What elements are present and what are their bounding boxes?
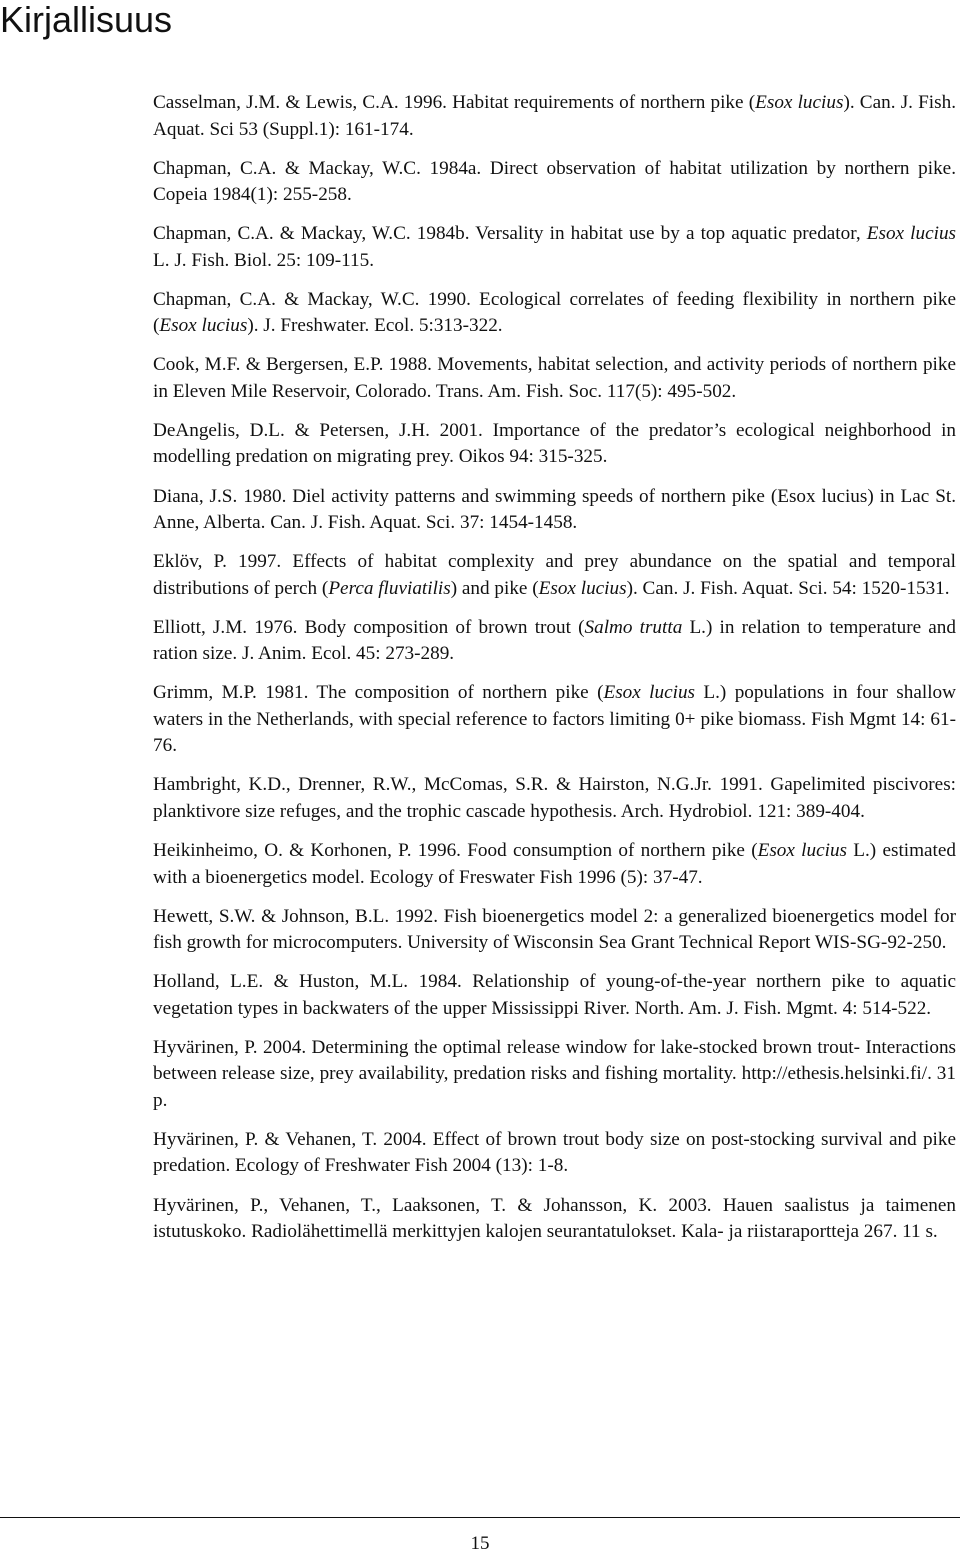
page-number: 15 [470, 1533, 490, 1554]
reference-entry [153, 484, 956, 537]
reference-text: L.) in relation to temperature and ration size. J. Anim. Ecol. 45: 273-289. [153, 616, 956, 665]
reference-entry [153, 1127, 956, 1180]
reference-entry [153, 287, 956, 340]
reference-entry [153, 352, 956, 405]
species-name: Esox lucius [603, 682, 696, 704]
reference-entry [153, 969, 956, 1022]
reference-text: Cook, M.F. & Bergersen, E.P. 1988. Movements, habitat selection, and activity periods of northern pike in Eleven Mile Reservoir, Colorado. Trans. Am. Fish. Soc. 117(5): 495-502. [153, 354, 956, 402]
reference-entry [153, 156, 956, 209]
reference-text: Chapman, C.A. & Mackay, W.C. 1984a. Direct observation of habitat utilization by northern pike. Copeia 1984(1): 255-258. [153, 157, 956, 206]
reference-text: Hyvärinen, P. & Vehanen, T. 2004. Effect of brown trout body size on post-stocking survival and pike predation. Ecology of Freshwater Fish 2004 (13): 1-8. [153, 1128, 956, 1177]
reference-entry [153, 838, 956, 891]
species-name: Esox lucius [757, 840, 848, 862]
reference-list [153, 90, 956, 1258]
reference-text: Hyvärinen, P., Vehanen, T., Laaksonen, T. & Johansson, K. 2003. Hauen saalistus ja taimenen istutuskoko. Radiolähettimellä merkittyjen kalojen seurantatulokset. Kala- ja riistaraportteja 267. 11 s. [153, 1194, 956, 1242]
reference-text: L. J. Fish. Biol. 25: 109-115. [153, 249, 375, 271]
reference-entry [153, 90, 956, 143]
reference-text: Chapman, C.A. & Mackay, W.C. 1990. Ecological correlates of feeding flexibility in northern pike ( [153, 288, 956, 337]
reference-entry [153, 904, 956, 957]
reference-text: L.) populations in four shallow waters in the Netherlands, with special reference to factors limiting 0+ pike biomass. Fish Mgmt 14: 61-76. [153, 682, 956, 757]
species-name: Esox lucius [538, 577, 627, 599]
reference-entry [153, 615, 956, 668]
species-name: Esox lucius [159, 315, 248, 337]
reference-text: Grimm, M.P. 1981. The composition of northern pike ( [153, 682, 604, 704]
reference-text: Heikinheimo, O. & Korhonen, P. 1996. Food consumption of northern pike ( [153, 840, 758, 862]
species-name: Perca fluviatilis [328, 577, 451, 599]
reference-entry [153, 1193, 956, 1246]
reference-text: Diana, J.S. 1980. Diel activity patterns and swimming speeds of northern pike (Esox lucius) in Lac St. Anne, Alberta. Can. J. Fish. Aquat. Sci. 37: 1454-1458. [153, 485, 956, 534]
reference-text: Holland, L.E. & Huston, M.L. 1984. Relationship of young-of-the-year northern pike to aquatic vegetation types in backwaters of the upper Mississippi River. North. Am. J. Fish. Mgmt. 4: 514-522. [153, 971, 956, 1019]
reference-text: Chapman, C.A. & Mackay, W.C. 1984b. Versality in habitat use by a top aquatic predator, [153, 223, 867, 245]
species-name: Esox lucius [755, 92, 844, 113]
reference-text: Hewett, S.W. & Johnson, B.L. 1992. Fish bioenergetics model 2: a generalized bioenergetics model for fish growth for microcomputers. University of Wisconsin Sea Grant Technical Report WIS-SG-92-250. [153, 905, 956, 954]
reference-entry [153, 221, 956, 274]
species-name: Esox lucius [866, 223, 957, 245]
reference-text: ). J. Freshwater. Ecol. 5:313-322. [247, 315, 503, 337]
reference-entry [153, 549, 956, 602]
species-name: Salmo trutta [584, 616, 683, 638]
reference-text: Casselman, J.M. & Lewis, C.A. 1996. Habitat requirements of northern pike ( [153, 92, 756, 113]
reference-text: Hyvärinen, P. 2004. Determining the optimal release window for lake-stocked brown trout- Interactions between release size, prey availability, predation risks and fishing mortality. http://ethesis.helsinki.fi/. 31 p. [153, 1036, 956, 1111]
reference-text: L.) estimated with a bioenergetics model. Ecology of Freswater Fish 1996 (5): 37-47. [153, 840, 956, 888]
page-heading: Kirjallisuus [0, 0, 173, 40]
reference-text: Hambright, K.D., Drenner, R.W., McComas, S.R. & Hairston, N.G.Jr. 1991. Gapelimited piscivores: planktivore size refuges, and the trophic cascade hypothesis. Arch. Hydrobiol. 121: 389-404. [153, 774, 956, 822]
reference-text: ). Can. J. Fish. Aquat. Sci 53 (Suppl.1): 161-174. [153, 92, 956, 140]
reference-text: Elliott, J.M. 1976. Body composition of brown trout ( [153, 616, 585, 638]
reference-entry [153, 418, 956, 471]
reference-text: DeAngelis, D.L. & Petersen, J.H. 2001. Importance of the predator’s ecological neighborhood in modelling predation on migrating prey. Oikos 94: 315-325. [153, 419, 956, 468]
reference-entry [153, 1035, 956, 1115]
reference-text: ). Can. J. Fish. Aquat. Sci. 54: 1520-1531. [626, 577, 950, 599]
reference-entry [153, 680, 956, 760]
reference-text: ) and pike ( [450, 577, 539, 599]
footer-divider [0, 1517, 960, 1518]
reference-entry [153, 772, 956, 825]
reference-text: Eklöv, P. 1997. Effects of habitat complexity and prey abundance on the spatial and temporal distributions of perch ( [153, 551, 956, 599]
